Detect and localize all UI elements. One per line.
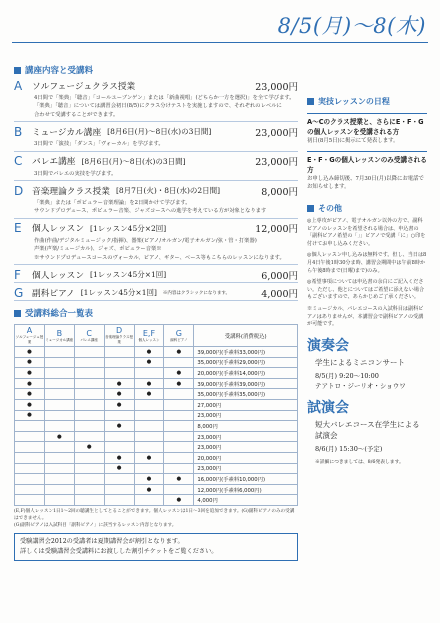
empty-cell	[74, 378, 104, 389]
fee-cell: 27,000円	[194, 400, 298, 411]
selected-dot-icon: ●	[164, 495, 194, 506]
fee-cell: 35,000円(手素料35,000円)	[194, 389, 298, 400]
empty-cell	[104, 474, 134, 485]
schedule-block-title: E・F・Gの個人レッスンのみ受講される方	[307, 156, 427, 174]
course-letter: B	[14, 124, 23, 139]
lesson-schedule-title: 実技レッスンの日程	[318, 97, 390, 106]
fee-table-header-cell	[134, 325, 164, 347]
course-item	[14, 222, 298, 265]
empty-cell	[44, 378, 74, 389]
course-description-line: 「楽典」または「ポピュラー音楽理論」を2日間かけて学びます。	[34, 200, 191, 207]
empty-cell	[164, 357, 194, 368]
course-letter: C	[14, 154, 23, 169]
header-sub: バレエ講座	[80, 337, 98, 342]
empty-cell	[134, 431, 164, 442]
empty-cell	[44, 495, 74, 506]
course-dates: [8月7日(火)・8日(水)の2日間]	[115, 186, 221, 196]
table-row	[15, 474, 298, 485]
table-row	[15, 368, 298, 379]
course-price: 23,000円	[255, 81, 298, 93]
empty-cell	[74, 347, 104, 358]
selected-dot-icon: ●	[74, 442, 104, 453]
course-name: ソルフェージュクラス授業	[32, 81, 136, 92]
selected-dot-icon: ●	[134, 474, 164, 485]
selected-dot-icon: ●	[15, 400, 45, 411]
main-column	[14, 64, 298, 561]
event-note: ※詳細につきましては、8/6発表します。	[315, 459, 404, 465]
empty-cell	[74, 410, 104, 421]
selected-dot-icon: ●	[134, 453, 164, 464]
course-description	[14, 140, 298, 148]
empty-cell	[164, 389, 194, 400]
course-price: 8,000円	[261, 186, 298, 198]
fee-cell: 20,000円	[194, 453, 298, 464]
header-letter: D	[116, 326, 123, 336]
course-description-line: サウンドプロデュース、ポピュラー音楽、ジャズコースへの進学を考えている方が対象となります	[34, 208, 267, 215]
schedule-block	[307, 113, 427, 145]
event-subtitle: 学生によるミニコンサート	[315, 357, 405, 367]
event-line: テアトロ・ジーリオ・ショウワ	[315, 381, 406, 390]
empty-cell	[15, 474, 45, 485]
notice-line: 詳しくは受験講習会受講料にお渡しした割引チケットをご覧ください。	[20, 547, 218, 555]
course-price: 6,000円	[261, 270, 298, 282]
course-name: 音楽理論クラス授業	[32, 186, 110, 197]
table-row	[15, 421, 298, 432]
selected-dot-icon: ●	[164, 368, 194, 379]
fee-cell: 23,000円	[194, 463, 298, 474]
course-name: 副科ピアノ	[32, 288, 75, 299]
other-heading	[307, 203, 427, 214]
other-item: ◎上専攻がピアノ、電子オルガン以外の方で、副科ピアノのレッスンを希望される場合は、申込書の「副科ピアノ希望の「」」ピアノで受講「に」○印を付けてお申し込みください。	[307, 218, 426, 247]
course-description	[14, 170, 298, 178]
course-header	[14, 155, 298, 168]
header-letter: B	[56, 328, 63, 338]
fee-cell: 39,000円(手素料39,000円)	[194, 378, 298, 389]
fee-table-header-cell	[44, 325, 74, 347]
course-header	[14, 286, 298, 299]
selected-dot-icon: ●	[104, 463, 134, 474]
side-column	[307, 96, 427, 465]
empty-cell	[15, 431, 45, 442]
empty-cell	[74, 495, 104, 506]
schedule-block-text: お申し込み締切後、7月30日(月)以降にお電話でお知らせします。	[307, 176, 424, 190]
empty-cell	[164, 484, 194, 495]
empty-cell	[74, 463, 104, 474]
selected-dot-icon: ●	[104, 378, 134, 389]
fee-cell: 23,000円	[194, 410, 298, 421]
fee-cell: 12,000円(手素料6,000円)	[194, 484, 298, 495]
course-item	[14, 155, 298, 181]
empty-cell	[164, 410, 194, 421]
table-row	[15, 347, 298, 358]
course-name: 個人レッスン	[32, 270, 85, 281]
empty-cell	[164, 431, 194, 442]
empty-cell	[104, 431, 134, 442]
empty-cell	[164, 463, 194, 474]
selected-dot-icon: ●	[164, 347, 194, 358]
table-row	[15, 357, 298, 368]
selected-dot-icon: ●	[15, 368, 45, 379]
date-range: 8/5(月)〜8(木)	[277, 14, 426, 38]
selected-dot-icon: ●	[104, 400, 134, 411]
header-sub: 個人レッスン	[138, 337, 160, 342]
discount-notice	[14, 533, 298, 561]
selected-dot-icon: ●	[134, 347, 164, 358]
empty-cell	[44, 463, 74, 474]
course-item	[14, 268, 298, 283]
event-line: 8/6(月) 15:30〜(予定)	[315, 444, 383, 453]
event-concert	[307, 335, 427, 391]
course-header	[14, 125, 298, 138]
fee-header-cell	[194, 325, 298, 347]
empty-cell	[104, 495, 134, 506]
header-sub: ソルフェージュ授業	[15, 335, 44, 345]
empty-cell	[44, 368, 74, 379]
fee-table-header-cell	[74, 325, 104, 347]
selected-dot-icon: ●	[44, 431, 74, 442]
course-description-line: 4日間で「楽典」「聴音」「コールユーブンゲン」または「新曲視唱」(どちらか一方を選択)」を全て学びます。	[34, 95, 295, 101]
course-description-line: 合わせて受講することができます。	[34, 111, 119, 118]
fee-table-header-row	[15, 325, 298, 347]
selected-dot-icon: ●	[134, 389, 164, 400]
empty-cell	[104, 484, 134, 495]
selected-dot-icon: ●	[104, 389, 134, 400]
course-header	[14, 222, 298, 235]
fee-notes	[14, 508, 298, 529]
empty-cell	[74, 400, 104, 411]
other-item: ◎個人レッスン申し込みは無料です。但し、当日は8月4日午後1時30分ま時、講習会期間中は午前8時から午後8時まで(日曜)まで)のみ。	[307, 252, 427, 274]
course-dates: [1レッスン45分×1回]	[90, 270, 167, 280]
header-letter: E,F	[142, 328, 156, 338]
fee-table-body	[15, 347, 298, 506]
fee-cell: 23,000円	[194, 442, 298, 453]
selected-dot-icon: ●	[15, 347, 45, 358]
table-row	[15, 495, 298, 506]
header-letter: C	[86, 328, 92, 338]
empty-cell	[74, 484, 104, 495]
fee-cell: 35,000円(手素料29,000円)	[194, 357, 298, 368]
selected-dot-icon: ●	[15, 389, 45, 400]
event-trial	[307, 397, 427, 454]
selected-dot-icon: ●	[15, 378, 45, 389]
course-header	[14, 268, 298, 281]
course-description-line: 声楽(声楽/ミュージカル)、ジャズ、ポピュラー音楽※	[34, 246, 162, 253]
course-description-line: 3日間でバレエの実技を学びます。	[34, 170, 117, 177]
empty-cell	[104, 410, 134, 421]
course-letter: E	[14, 221, 22, 236]
table-row	[15, 389, 298, 400]
header-letter: A	[26, 326, 33, 336]
course-description-line: 3日間で「演技」「ダンス」「ヴォーカル」を学びます。	[34, 141, 164, 148]
selected-dot-icon: ●	[164, 378, 194, 389]
courses-title: 講座内容と受講料	[25, 66, 94, 76]
course-description	[14, 94, 298, 119]
schedule-block	[307, 151, 427, 191]
fee-table-heading	[14, 307, 298, 319]
other-title: その他	[318, 204, 342, 213]
empty-cell	[44, 453, 74, 464]
table-row	[15, 463, 298, 474]
selected-dot-icon: ●	[15, 357, 45, 368]
event-subtitle: 短大バレエコース在学生による試演会	[315, 419, 420, 440]
empty-cell	[164, 442, 194, 453]
empty-cell	[134, 368, 164, 379]
fee-cell: 39,000円(手素料33,000円)	[194, 347, 298, 358]
course-header	[14, 184, 298, 197]
empty-cell	[15, 442, 45, 453]
selected-dot-icon: ●	[104, 421, 134, 432]
schedule-block-text: 初日(8月5日)に掲示にて発表します。	[307, 138, 399, 144]
fee-cell: 16,000円(手素料10,000円)	[194, 474, 298, 485]
empty-cell	[134, 421, 164, 432]
event-line: 8/5(月) 9:20〜10:00	[315, 371, 379, 380]
empty-cell	[15, 495, 45, 506]
empty-cell	[104, 347, 134, 358]
course-price: 23,000円	[255, 127, 298, 139]
selected-dot-icon: ●	[104, 453, 134, 464]
empty-cell	[15, 453, 45, 464]
empty-cell	[44, 400, 74, 411]
empty-cell	[74, 389, 104, 400]
fee-cell: 8,000円	[194, 421, 298, 432]
empty-cell	[104, 357, 134, 368]
header-rule	[12, 42, 428, 43]
empty-cell	[134, 400, 164, 411]
course-letter: G	[14, 285, 24, 300]
empty-cell	[44, 442, 74, 453]
course-description-line: ※サウンドプロデュースコースのヴォーカル、ピアノ、ギター、ベース等もこちらのレッスンになります。	[34, 254, 285, 261]
empty-cell	[44, 389, 74, 400]
event-title: 試演会	[307, 399, 349, 416]
empty-cell	[74, 453, 104, 464]
empty-cell	[104, 368, 134, 379]
selected-dot-icon: ●	[134, 357, 164, 368]
empty-cell	[44, 347, 74, 358]
course-price: 4,000円	[261, 288, 298, 300]
event-title: 演奏会	[307, 337, 349, 354]
course-item	[14, 79, 298, 122]
empty-cell	[74, 431, 104, 442]
empty-cell	[134, 442, 164, 453]
course-description	[14, 199, 298, 216]
fee-table-header-cell	[164, 325, 194, 347]
empty-cell	[104, 442, 134, 453]
header-sub: 副科ピアノ	[170, 337, 188, 342]
empty-cell	[164, 453, 194, 464]
empty-cell	[74, 474, 104, 485]
table-row	[15, 442, 298, 453]
empty-cell	[15, 484, 45, 495]
empty-cell	[74, 357, 104, 368]
fee-table-title: 受講料総合一覧表	[25, 309, 94, 320]
fee-table-header-cell	[104, 325, 134, 347]
header-sub: ミュージカル講座	[45, 337, 74, 342]
square-bullet-icon	[307, 98, 314, 105]
empty-cell	[134, 495, 164, 506]
course-letter: F	[14, 267, 21, 282]
course-description	[14, 237, 298, 262]
course-item	[14, 125, 298, 151]
course-description-line: 作曲(作曲/デジタルミュージック/指揮)、器楽(ピアノ/オルガン/電子オルガン/弦・管・打楽器)	[34, 237, 257, 244]
other-item: ◎希望事項については申込書の余白にご記入ください。ただし、他とについてはご希望に添えない場合もございますので、あらかじめご了承ください。	[307, 279, 425, 301]
course-note: ※内容はクラシックになります。	[162, 290, 230, 296]
course-name: ミュージカル講座	[32, 127, 102, 138]
course-price: 23,000円	[255, 157, 298, 169]
fee-cell: 4,000円	[194, 495, 298, 506]
square-bullet-icon	[14, 67, 21, 74]
empty-cell	[74, 421, 104, 432]
course-name: 個人レッスン	[32, 224, 85, 235]
other-note: ※ミュージカル、バレエコースの入試科目は副科ピアノはありませんが、本講習会で副科ピアノの受講が可能です。	[307, 305, 424, 328]
selected-dot-icon: ●	[134, 378, 164, 389]
table-row	[15, 453, 298, 464]
fee-table-header-cell	[15, 325, 45, 347]
empty-cell	[44, 484, 74, 495]
empty-cell	[15, 463, 45, 474]
course-dates: [8月6日(月)〜8日(水)の3日間]	[107, 127, 212, 137]
course-dates: [8月6日(月)〜8日(水)の3日間]	[81, 156, 186, 166]
fee-cell: 20,000円(手素料14,000円)	[194, 368, 298, 379]
empty-cell	[44, 357, 74, 368]
course-header	[14, 79, 298, 92]
selected-dot-icon: ●	[134, 484, 164, 495]
fee-note: (G)副科ピアノは入試科目「副科ピアノ」に該当するレッスン内容となります。	[14, 522, 177, 528]
empty-cell	[164, 421, 194, 432]
empty-cell	[44, 474, 74, 485]
fee-table	[14, 324, 298, 506]
course-letter: D	[14, 183, 24, 198]
empty-cell	[44, 421, 74, 432]
other-list	[307, 218, 427, 329]
course-dates: [1レッスン45分×1回]	[80, 288, 157, 298]
empty-cell	[74, 368, 104, 379]
table-row	[15, 410, 298, 421]
course-name: バレエ講座	[32, 157, 76, 168]
empty-cell	[134, 463, 164, 474]
header-letter: G	[175, 328, 182, 338]
header-sub: 音楽理論クラス授業	[105, 335, 134, 345]
schedule-block-title: A〜Cのクラス授業と、さらにE・F・Gの個人レッスンを受講される方	[307, 118, 424, 136]
empty-cell	[164, 400, 194, 411]
table-row	[15, 484, 298, 495]
selected-dot-icon: ●	[164, 474, 194, 485]
fee-header: 受講料(消費税込)	[224, 333, 267, 340]
empty-cell	[134, 410, 164, 421]
course-item	[14, 184, 298, 219]
course-letter: A	[14, 78, 23, 93]
course-description-line: 「楽典」「聴音」については講習会初日(8/5)にクラス分けテストを実施しますので、それぞれのレベルに	[34, 103, 282, 110]
notice-line: 受験講習会2012の受講者は夏期講習会が割引となります。	[20, 537, 184, 545]
course-list	[14, 79, 298, 301]
empty-cell	[44, 410, 74, 421]
selected-dot-icon: ●	[15, 410, 45, 421]
lesson-schedule-heading	[307, 96, 427, 107]
course-item	[14, 286, 298, 301]
square-bullet-icon	[14, 310, 21, 317]
empty-cell	[15, 421, 45, 432]
table-row	[15, 400, 298, 411]
course-price: 12,000円	[255, 224, 298, 236]
table-row	[15, 431, 298, 442]
table-row	[15, 378, 298, 389]
fee-cell: 23,000円	[194, 431, 298, 442]
fee-note: (E,F)個人レッスン1日1〜2回の聴講生としてとることができます。個人レッスンは1日〜3回を追加できます。(G)副科ピアノのみの受講はできません。	[14, 508, 295, 521]
courses-heading	[14, 64, 298, 76]
square-bullet-icon	[307, 205, 314, 212]
course-dates: [1レッスン45分×2回]	[90, 223, 167, 233]
